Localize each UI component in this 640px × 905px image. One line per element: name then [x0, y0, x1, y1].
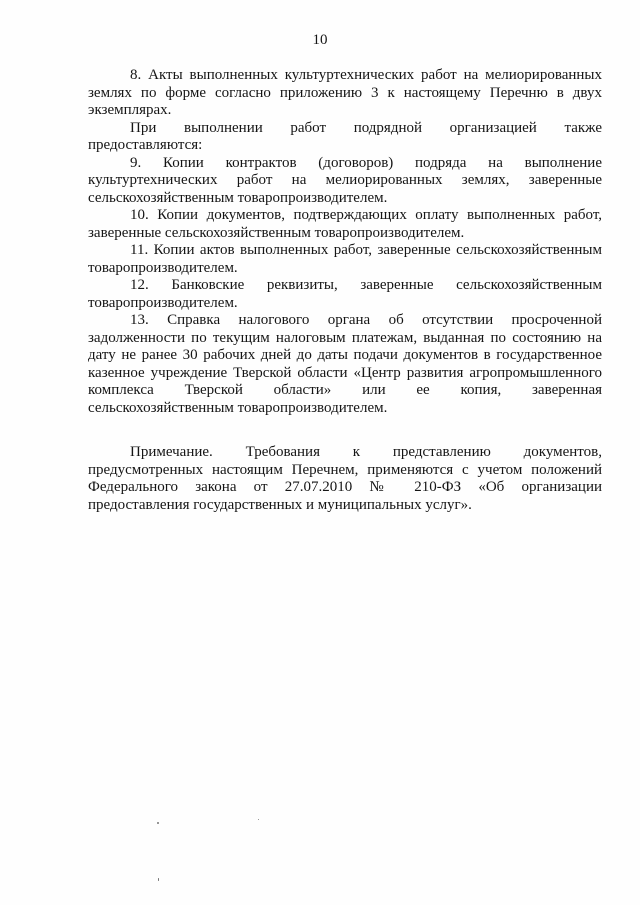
text-line: Федерального закона от 27.07.2010 № 210-ФЗ «Об организации	[88, 479, 602, 495]
text-line: Примечание. Требования к представлению документов,	[130, 444, 602, 460]
text-line: сельскохозяйственным товаропроизводителем.	[88, 189, 388, 206]
text-line: культуртехнических работ на мелиорированных землях, заверенные	[88, 172, 602, 188]
text-line: 10. Копии документов, подтверждающих оплату выполненных работ,	[130, 207, 602, 223]
document-body	[88, 67, 602, 514]
text-line: комплекса Тверской области» или ее копия, заверенная	[88, 382, 602, 398]
text-line: 11. Копии актов выполненных работ, заверенные сельскохозяйственным	[130, 242, 602, 258]
text-line: сельскохозяйственным товаропроизводителем.	[88, 399, 388, 416]
contractor-intro	[88, 120, 602, 155]
text-line: предусмотренных настоящим Перечнем, применяются с учетом положений	[88, 461, 602, 478]
list-item-11	[88, 242, 602, 277]
text-line: товаропроизводителем.	[88, 294, 238, 311]
text-line: предоставляются:	[88, 137, 203, 153]
scan-speck	[157, 822, 159, 824]
list-item-9	[88, 155, 602, 208]
text-line: 9. Копии контрактов (договоров) подряда на выполнение	[130, 154, 602, 171]
page-number: 10	[312, 32, 328, 48]
list-item-10	[88, 207, 602, 242]
scan-speck	[158, 878, 159, 881]
text-line: казенное учреждение Тверской области «Центр развития агропромышленного	[88, 364, 602, 381]
list-item-8	[88, 67, 602, 120]
text-line: 13. Справка налогового органа об отсутствии просроченной	[130, 312, 602, 328]
list-item-13	[88, 312, 602, 417]
text-line: заверенные сельскохозяйственным товаропроизводителем.	[88, 224, 465, 241]
text-line: При выполнении работ подрядной организацией также	[130, 119, 602, 136]
text-line: землях по форме согласно приложению 3 к настоящему Перечню в двух	[88, 84, 602, 101]
list-item-12	[88, 277, 602, 312]
text-line: товаропроизводителем.	[88, 259, 238, 276]
note-paragraph	[88, 444, 602, 514]
text-line: экземплярах.	[88, 102, 172, 118]
text-line: дату не ранее 30 рабочих дней до даты подачи документов в государственное	[88, 347, 602, 363]
text-line: 8. Акты выполненных культуртехнических работ на мелиорированных	[130, 67, 602, 83]
text-line: предоставления государственных и муниципальных услуг».	[88, 496, 472, 513]
scan-speck	[258, 819, 259, 820]
text-line: задолженности по текущим налоговым платежам, выданная по состоянию на	[88, 329, 602, 346]
text-line: 12. Банковские реквизиты, заверенные сельскохозяйственным	[130, 277, 602, 293]
paragraph-gap	[88, 417, 602, 444]
